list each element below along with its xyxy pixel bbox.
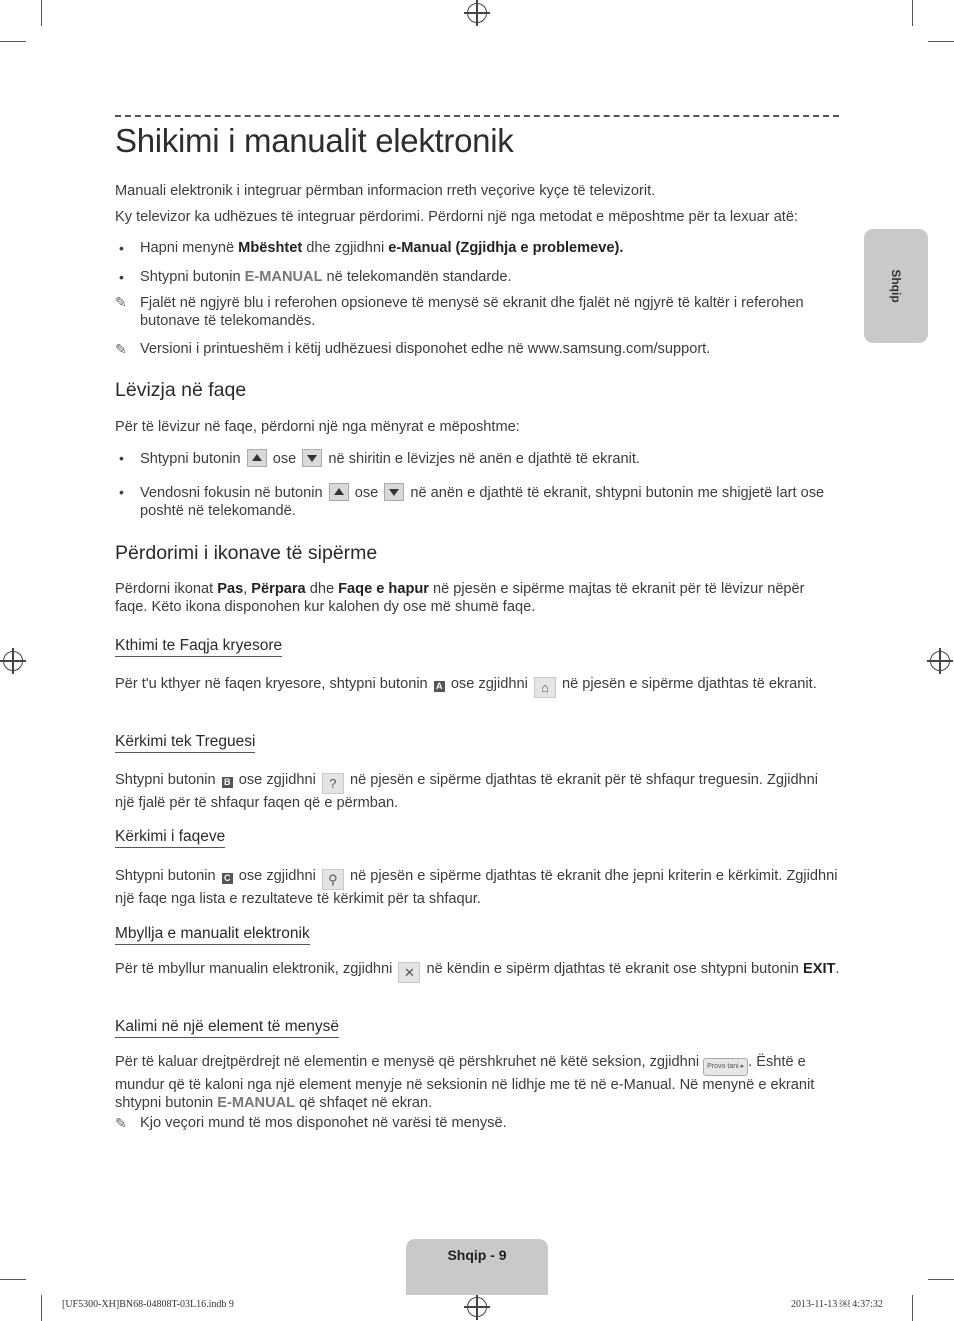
- page-number: Shqip - 9: [447, 1247, 507, 1263]
- scroll-up-button-icon: [329, 483, 349, 501]
- page-number-tab: [406, 1239, 548, 1295]
- registration-mark-icon: [3, 651, 23, 671]
- bullet-icon: •: [119, 269, 124, 285]
- subsection-heading: Mbyllja e manualit elektronik: [115, 925, 310, 945]
- crop-mark: [0, 1279, 26, 1280]
- print-slug-right: 2013-11-13 ￼ 4:37:32: [791, 1299, 883, 1310]
- section-heading: Përdorimi i ikonave të sipërme: [115, 542, 378, 564]
- bullet-item: Shtypni butonin ose në shiritin e lëvizjes në anën e djathtë të ekranit.: [140, 451, 640, 467]
- pencil-note-icon: ✎: [115, 1115, 127, 1131]
- registration-mark-icon: [930, 651, 950, 671]
- section-intro: Për të lëvizur në faqe, përdorni një nga mënyrat e mëposhtme:: [115, 419, 520, 435]
- intro-paragraph-1: Manuali elektronik i integruar përmban informacion rreth veçorive kyçe të televizorit.: [115, 183, 656, 199]
- side-tab-label: Shqip: [889, 269, 903, 303]
- subsection-heading: Kërkimi i faqeve: [115, 828, 225, 848]
- registration-mark-icon: [467, 3, 487, 23]
- crop-mark: [928, 41, 954, 42]
- crop-mark: [928, 1279, 954, 1280]
- try-now-button[interactable]: Provo tani ▸: [703, 1058, 748, 1076]
- crop-mark: [41, 1295, 42, 1321]
- subsection-heading: Kthimi te Faqja kryesore: [115, 637, 282, 657]
- search-icon: ⚲: [322, 869, 344, 890]
- language-side-tab: [864, 229, 928, 343]
- bullet-icon: •: [119, 450, 124, 466]
- remote-c-key: C: [222, 873, 233, 884]
- subsection-paragraph: Për të kaluar drejtpërdrejt në elementin e menysë që përshkruhet në këtë seksion, zgjidhni Provo tani ▸ . Është e mundur që të kaloni nga një element menyje në seksionin në lidhje me të në e-Manual. Në menynë e ekranit shtypni butonin E-MANUAL që shfaqet në ekran.: [115, 1054, 815, 1111]
- note-text: Kjo veçori mund të mos disponohet në varësi të menysë.: [140, 1115, 507, 1131]
- note-text: Fjalët në ngjyrë blu i referohen opsioneve të menysë së ekranit dhe fjalët në ngjyrë të kaltër i referohen butonave të telekomandës.: [140, 295, 804, 329]
- bullet-item: Vendosni fokusin në butonin ose në anën e djathtë të ekranit, shtypni butonin me shigjetë lart ose poshtë në telekomandë.: [140, 485, 825, 519]
- subsection-paragraph: Për t'u kthyer në faqen kryesore, shtypni butonin A ose zgjidhni ⌂ në pjesën e sipërme djathtas të ekranit.: [115, 675, 840, 698]
- section-heading: Lëvizja në faqe: [115, 379, 247, 401]
- subsection-paragraph: Shtypni butonin B ose zgjidhni ? në pjesën e sipërme djathtas të ekranit për të shfaqur treguesin. Zgjidhni një fjalë për të shfaqur faqen që e përmban.: [115, 772, 819, 811]
- bullet-icon: •: [119, 240, 124, 256]
- subsection-paragraph: Për të mbyllur manualin elektronik, zgjidhni ✕ në këndin e sipërm djathtas të ekranit ose shtypni butonin EXIT.: [115, 960, 840, 983]
- crop-mark: [912, 0, 913, 26]
- bullet-item: Shtypni butonin E-MANUAL në telekomandën standarde.: [140, 269, 512, 285]
- home-icon: ⌂: [534, 677, 556, 698]
- registration-mark-icon: [467, 1297, 487, 1317]
- crop-mark: [912, 1295, 913, 1321]
- subsection-heading: Kërkimi tek Treguesi: [115, 733, 255, 753]
- crop-mark: [41, 0, 42, 26]
- pencil-note-icon: ✎: [115, 341, 127, 357]
- index-icon: ?: [322, 773, 344, 794]
- bullet-icon: •: [119, 484, 124, 500]
- subsection-paragraph: Shtypni butonin C ose zgjidhni ⚲ në pjesën e sipërme djathtas të ekranit dhe jepni kriterin e kërkimit. Zgjidhni një faqe nga lista e rezultateve të kërkimit për ta shfaqur.: [115, 868, 838, 907]
- note-text: Versioni i printueshëm i këtij udhëzuesi disponohet edhe në www.samsung.com/support.: [140, 341, 711, 357]
- scroll-down-button-icon: [302, 449, 322, 467]
- title-rule: [115, 115, 839, 117]
- remote-a-key: A: [434, 681, 445, 692]
- bullet-item: Hapni menynë Mbështet dhe zgjidhni e-Manual (Zgjidhja e problemeve).: [140, 240, 624, 256]
- scroll-up-button-icon: [247, 449, 267, 467]
- crop-mark: [0, 41, 26, 42]
- print-slug-left: [UF5300-XH]BN68-04808T-03L16.indb 9: [62, 1299, 234, 1310]
- intro-paragraph-2: Ky televizor ka udhëzues të integruar përdorimi. Përdorni një nga metodat e mëposhtme për ta lexuar atë:: [115, 209, 799, 225]
- page-title: Shikimi i manualit elektronik: [115, 122, 514, 159]
- subsection-heading: Kalimi në një element të menysë: [115, 1018, 339, 1038]
- section-paragraph: Përdorni ikonat Pas, Përpara dhe Faqe e hapur në pjesën e sipërme majtas të ekranit për të lëvizur nëpër faqe. Këto ikona disponohen kur kalohen dy ose më shumë faqe.: [115, 581, 805, 615]
- scroll-down-button-icon: [384, 483, 404, 501]
- pencil-note-icon: ✎: [115, 294, 127, 310]
- close-icon: ✕: [398, 962, 420, 983]
- remote-b-key: B: [222, 777, 233, 788]
